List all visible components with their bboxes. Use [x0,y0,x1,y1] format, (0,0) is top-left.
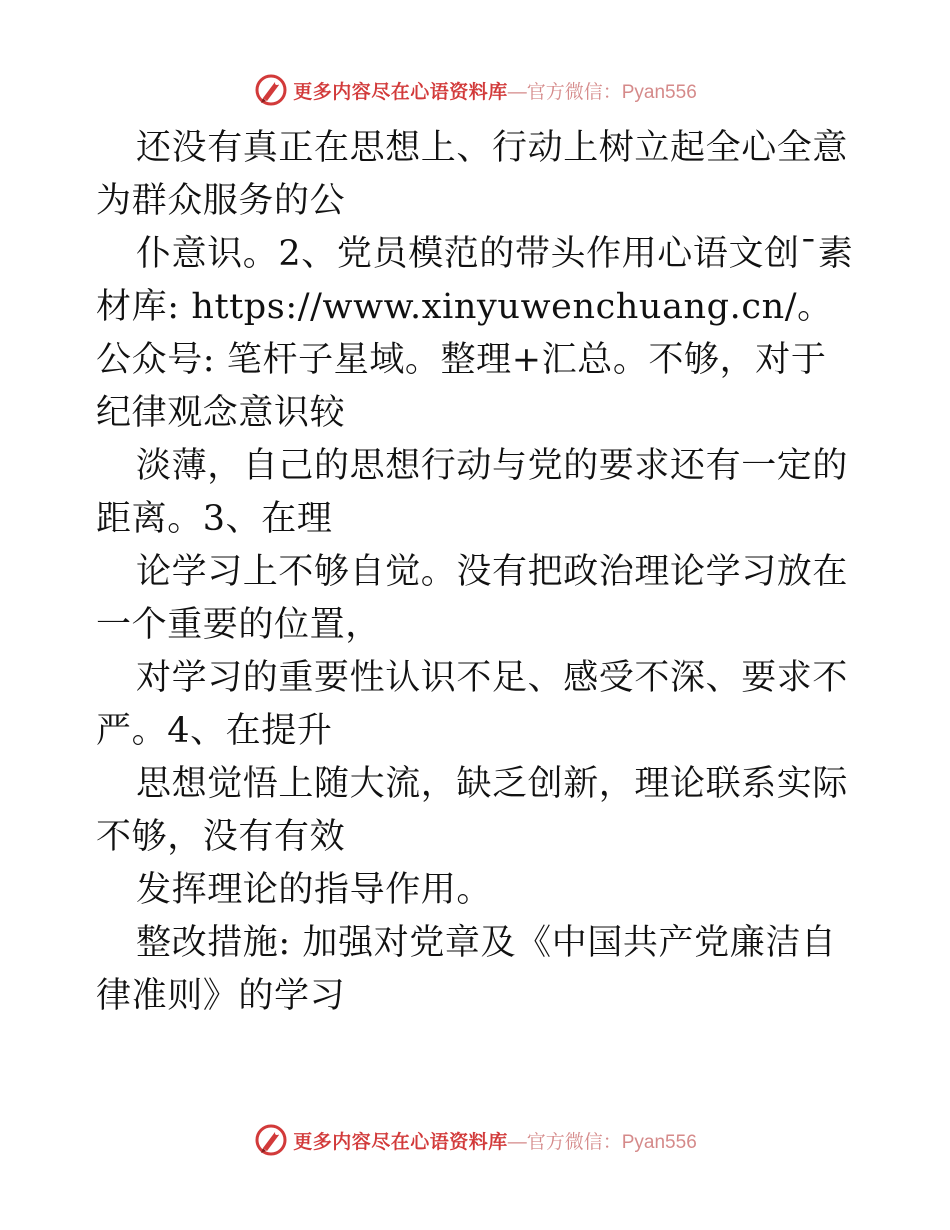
paragraph: 整改措施: 加强对党章及《中国共产党廉洁自律准则》的学习 [96,923,837,1016]
footer-watermark [0,1120,950,1160]
watermark-main-text: 更多内容尽在心语资料库 [293,1130,508,1153]
watermark-side-text: —官方微信：Pyan556 [507,81,697,103]
paragraph: 发挥理论的指导作用。 [136,870,493,910]
paragraph: 还没有真正在思想上、行动上树立起全心全意为群众服务的公 [96,128,849,221]
pen-logo-icon [253,72,289,108]
document-body [96,122,856,1023]
paragraph: 论学习上不够自觉。没有把政治理论学习放在一个重要的位置， [96,552,849,645]
paragraph: 仆意识。2、党员模范的带头作用心语文创¯素材库: https://www.xinyuwenchuang.cn/。公众号: 笔杆子星域。整理+汇总。不够，对于纪律观念意识较 [96,234,854,433]
pen-logo-icon [253,1122,289,1158]
header-watermark [0,70,950,110]
watermark-side-text: —官方微信：Pyan556 [507,1131,697,1153]
paragraph: 对学习的重要性认识不足、感受不深、要求不严。4、在提升 [96,658,849,751]
watermark-main-text: 更多内容尽在心语资料库 [293,80,508,103]
paragraph: 淡薄，自己的思想行动与党的要求还有一定的距离。3、在理 [96,446,849,539]
paragraph: 思想觉悟上随大流，缺乏创新，理论联系实际不够，没有有效 [96,764,849,857]
